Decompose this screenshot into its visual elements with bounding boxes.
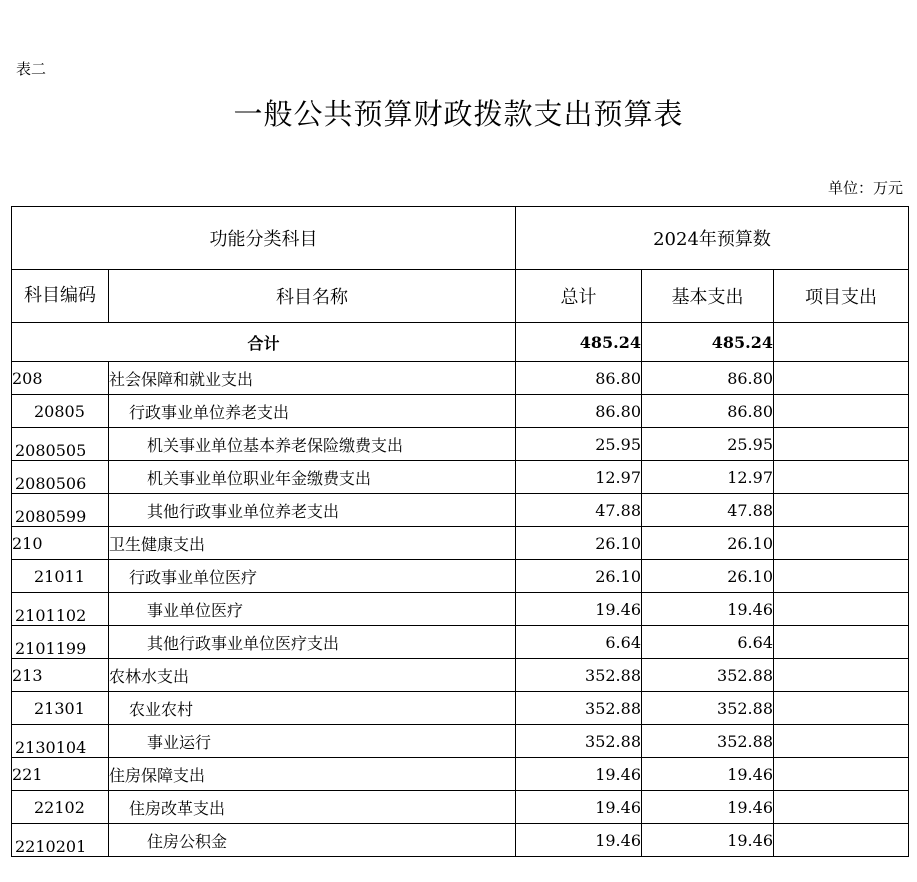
row-basic: 19.46 [642, 824, 774, 857]
row-code: 2130104 [12, 725, 109, 758]
row-total: 47.88 [516, 494, 642, 527]
row-total: 352.88 [516, 725, 642, 758]
row-total: 86.80 [516, 395, 642, 428]
row-total: 86.80 [516, 362, 642, 395]
row-basic: 26.10 [642, 527, 774, 560]
row-name: 行政事业单位医疗 [109, 560, 516, 593]
summary-total: 485.24 [516, 323, 642, 362]
row-name: 社会保障和就业支出 [109, 362, 516, 395]
row-name: 住房改革支出 [109, 791, 516, 824]
table-row [12, 725, 909, 758]
category-header: 功能分类科目 [12, 207, 516, 270]
summary-basic: 485.24 [642, 323, 774, 362]
header-row-1 [12, 207, 909, 270]
row-project [774, 494, 909, 527]
row-code: 2080505 [12, 428, 109, 461]
row-name: 农业农村 [109, 692, 516, 725]
table-row [12, 494, 909, 527]
row-code: 2210201 [12, 824, 109, 857]
row-code: 2101199 [12, 626, 109, 659]
header-row-2 [12, 270, 909, 323]
row-total: 352.88 [516, 659, 642, 692]
row-basic: 6.64 [642, 626, 774, 659]
table-row [12, 791, 909, 824]
row-basic: 47.88 [642, 494, 774, 527]
row-basic: 86.80 [642, 362, 774, 395]
page-title: 一般公共预算财政拨款支出预算表 [233, 97, 684, 131]
table-row [12, 395, 909, 428]
row-basic: 25.95 [642, 428, 774, 461]
row-project [774, 362, 909, 395]
table-row [12, 758, 909, 791]
row-code: 21011 [12, 560, 109, 593]
row-basic: 352.88 [642, 659, 774, 692]
row-total: 25.95 [516, 428, 642, 461]
row-code: 210 [12, 527, 109, 560]
row-project [774, 692, 909, 725]
row-total: 19.46 [516, 791, 642, 824]
row-project [774, 791, 909, 824]
row-project [774, 560, 909, 593]
table-row [12, 659, 909, 692]
row-code: 2080599 [12, 494, 109, 527]
project-header: 项目支出 [774, 270, 909, 323]
row-name: 机关事业单位职业年金缴费支出 [109, 461, 516, 494]
row-basic: 19.46 [642, 758, 774, 791]
table-row [12, 560, 909, 593]
row-total: 19.46 [516, 593, 642, 626]
code-header: 科目编码 [12, 270, 109, 323]
table-row [12, 428, 909, 461]
budget-table [11, 206, 909, 857]
row-total: 6.64 [516, 626, 642, 659]
row-code: 221 [12, 758, 109, 791]
total-header: 总计 [516, 270, 642, 323]
row-project [774, 758, 909, 791]
table-row [12, 824, 909, 857]
row-name: 事业单位医疗 [109, 593, 516, 626]
row-code: 21301 [12, 692, 109, 725]
row-basic: 19.46 [642, 791, 774, 824]
row-project [774, 461, 909, 494]
row-name: 住房保障支出 [109, 758, 516, 791]
row-basic: 19.46 [642, 593, 774, 626]
summary-label: 合计 [12, 323, 516, 362]
row-basic: 352.88 [642, 692, 774, 725]
row-total: 12.97 [516, 461, 642, 494]
row-total: 19.46 [516, 824, 642, 857]
row-name: 其他行政事业单位养老支出 [109, 494, 516, 527]
row-name: 农林水支出 [109, 659, 516, 692]
row-code: 2101102 [12, 593, 109, 626]
row-name: 其他行政事业单位医疗支出 [109, 626, 516, 659]
table-row [12, 461, 909, 494]
row-total: 26.10 [516, 527, 642, 560]
table-row [12, 362, 909, 395]
row-name: 机关事业单位基本养老保险缴费支出 [109, 428, 516, 461]
table-row [12, 626, 909, 659]
table-row [12, 692, 909, 725]
table-number: 表二 [16, 60, 47, 78]
row-code: 208 [12, 362, 109, 395]
row-project [774, 626, 909, 659]
row-project [774, 593, 909, 626]
row-total: 19.46 [516, 758, 642, 791]
row-name: 行政事业单位养老支出 [109, 395, 516, 428]
table-row [12, 593, 909, 626]
row-code: 2080506 [12, 461, 109, 494]
row-project [774, 725, 909, 758]
row-project [774, 527, 909, 560]
row-basic: 352.88 [642, 725, 774, 758]
summary-row [12, 323, 909, 362]
row-name: 卫生健康支出 [109, 527, 516, 560]
row-code: 213 [12, 659, 109, 692]
row-code: 22102 [12, 791, 109, 824]
row-name: 住房公积金 [109, 824, 516, 857]
table-row [12, 527, 909, 560]
row-project [774, 428, 909, 461]
row-project [774, 659, 909, 692]
row-name: 事业运行 [109, 725, 516, 758]
row-project [774, 395, 909, 428]
name-header: 科目名称 [109, 270, 516, 323]
row-project [774, 824, 909, 857]
row-basic: 12.97 [642, 461, 774, 494]
row-total: 26.10 [516, 560, 642, 593]
row-basic: 26.10 [642, 560, 774, 593]
unit-label: 单位：万元 [827, 179, 903, 197]
year-budget-header: 2024年预算数 [516, 207, 909, 270]
summary-project [774, 323, 909, 362]
row-code: 20805 [12, 395, 109, 428]
row-total: 352.88 [516, 692, 642, 725]
basic-header: 基本支出 [642, 270, 774, 323]
row-basic: 86.80 [642, 395, 774, 428]
